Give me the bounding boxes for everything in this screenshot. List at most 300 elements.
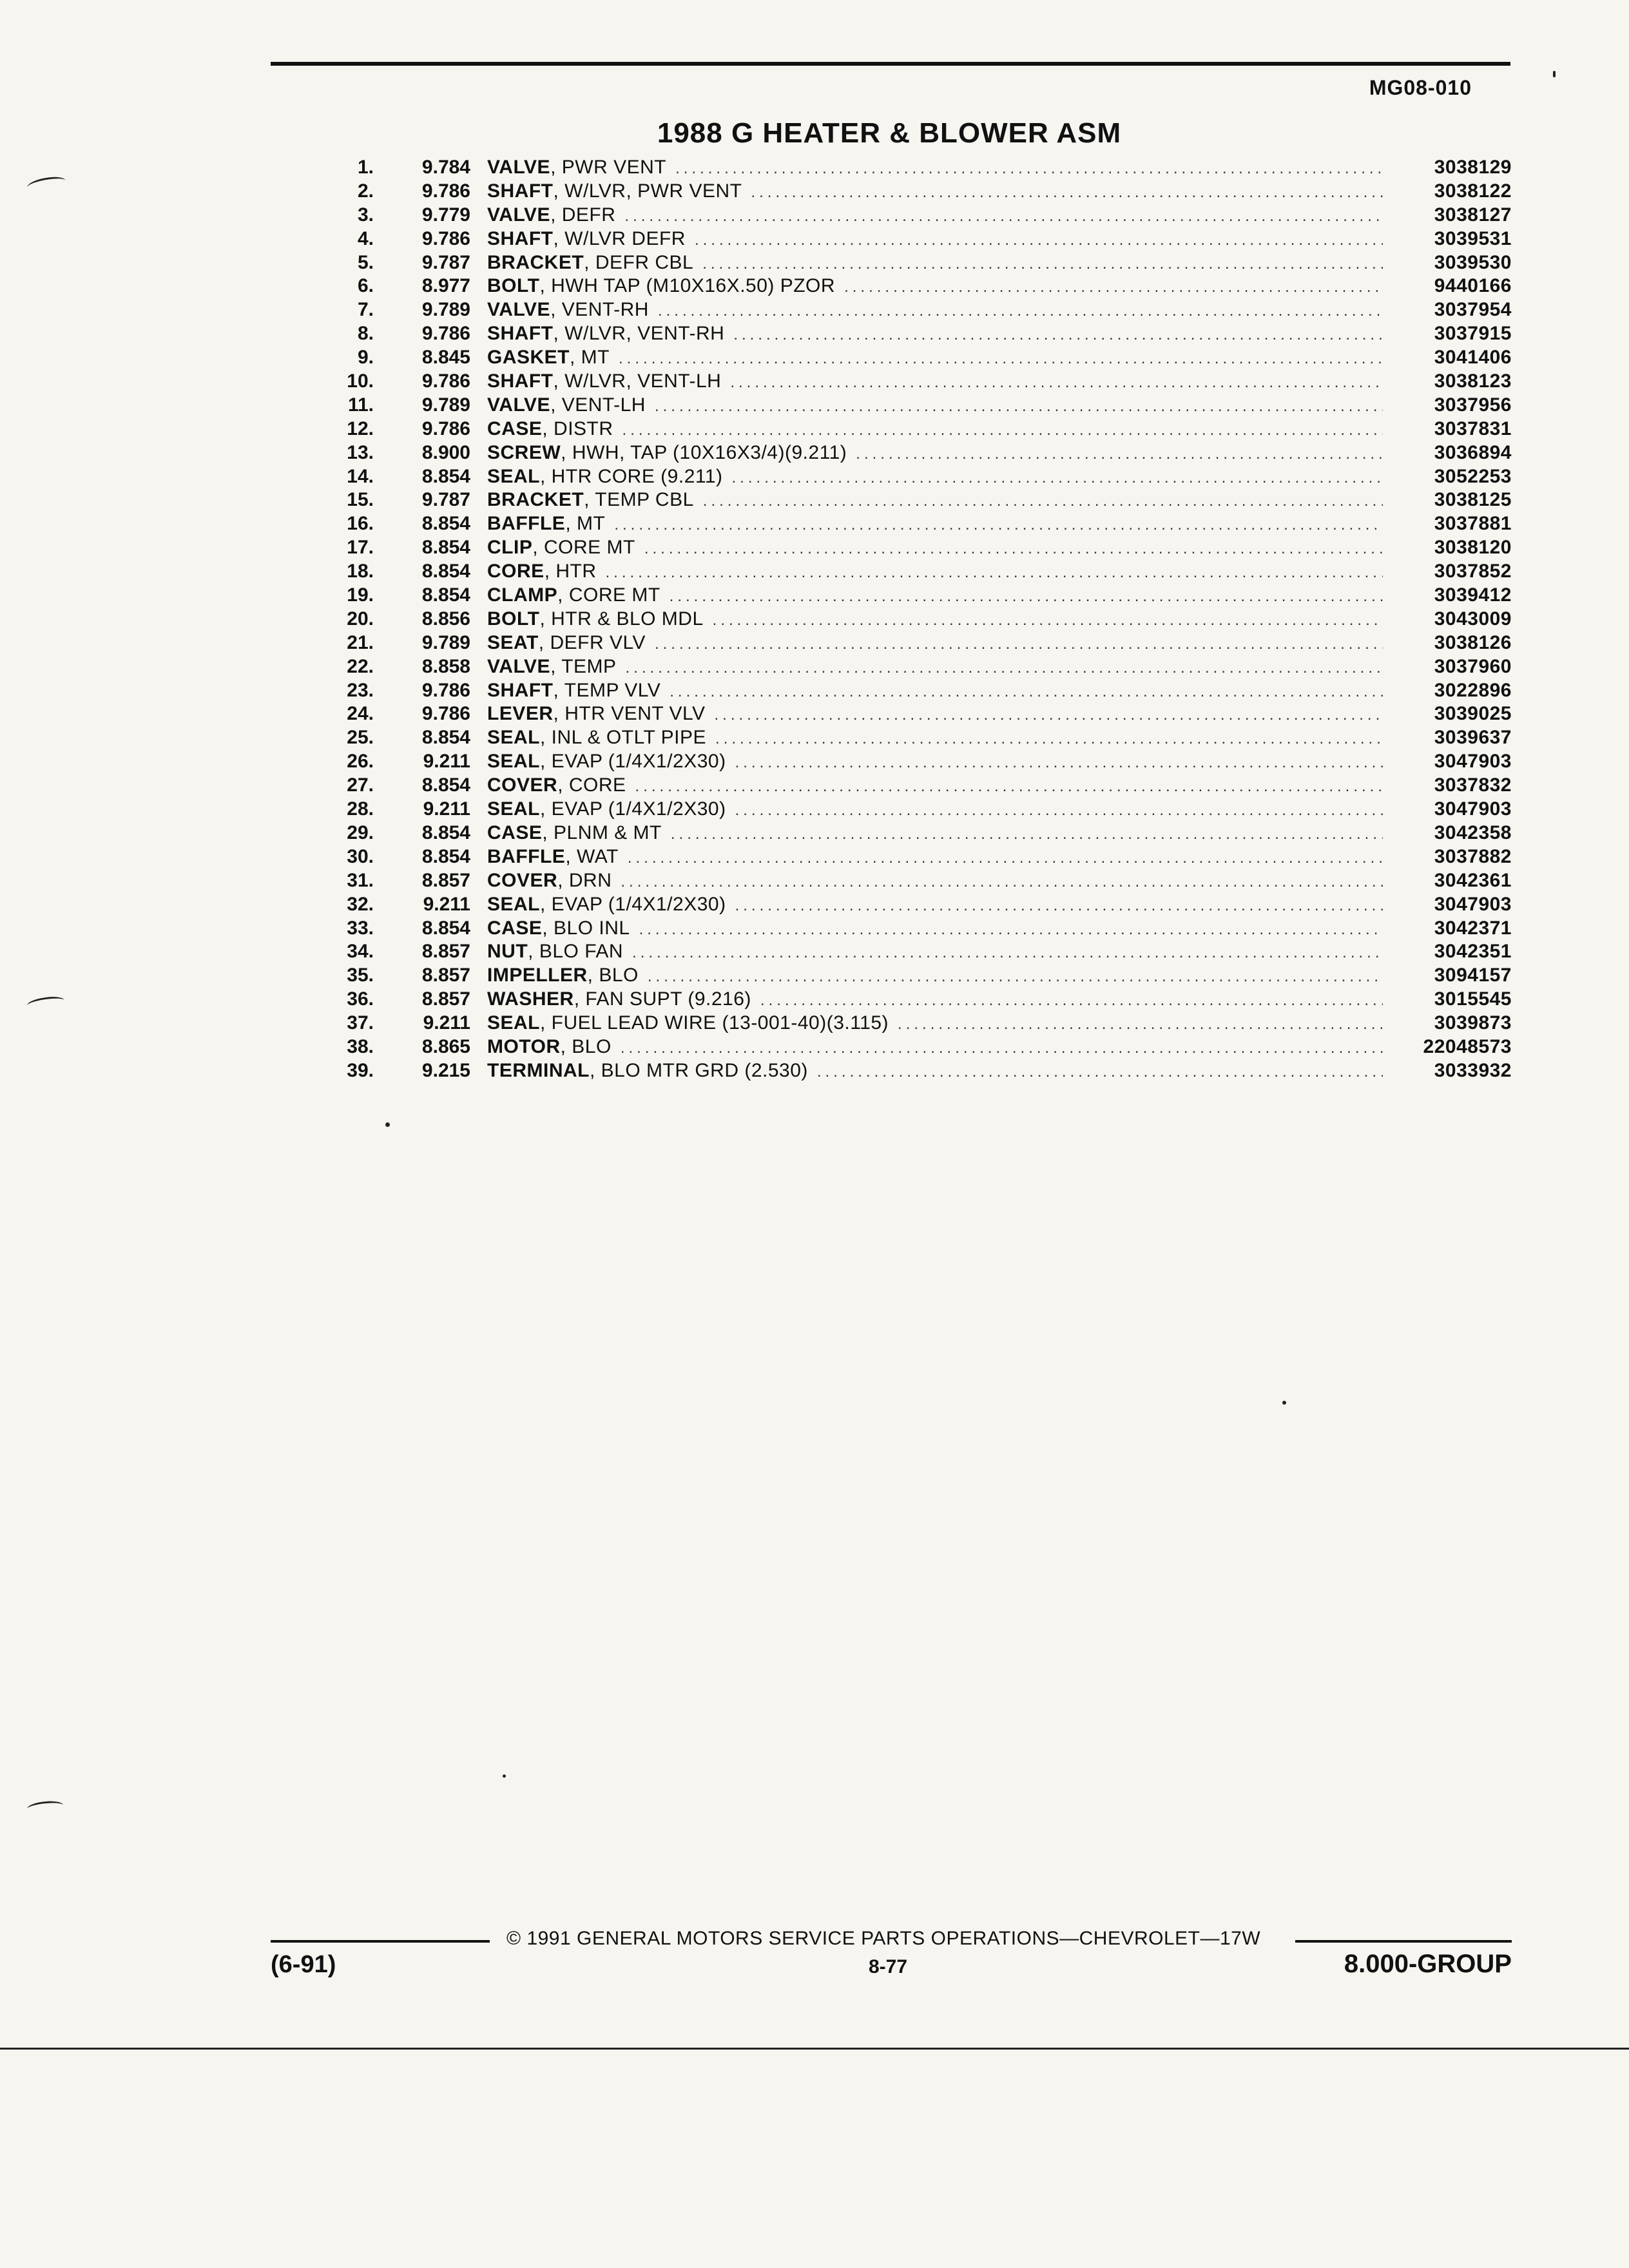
group-number: 8.857 [421, 869, 470, 891]
part-number: 3038125 [1434, 489, 1512, 511]
parts-row [309, 702, 1512, 726]
footer-rule-left [271, 1940, 490, 1943]
parts-row [309, 940, 1512, 964]
part-number: 3033932 [1434, 1059, 1512, 1081]
scan-mark [26, 1800, 63, 1814]
dot-leader [655, 395, 1383, 419]
parts-row [309, 822, 1512, 845]
part-detail: , DEFR [550, 204, 616, 226]
item-number: 7. [357, 299, 374, 321]
parts-row [309, 845, 1512, 869]
group-number: 9.215 [421, 1059, 470, 1081]
part-name: BAFFLE [487, 845, 566, 867]
part-detail: , FUEL LEAD WIRE (13-001-40)(3.115) [540, 1012, 889, 1034]
part-description [487, 1035, 1389, 1061]
part-detail: , DRN [557, 869, 612, 891]
part-description [487, 845, 1389, 870]
parts-row [309, 869, 1512, 893]
part-description [487, 536, 1389, 561]
part-number: 22048573 [1423, 1035, 1512, 1057]
item-number: 9. [357, 347, 374, 369]
scan-speck [503, 1774, 506, 1778]
part-description [487, 869, 1389, 894]
parts-row [309, 274, 1512, 298]
part-detail: , DEFR CBL [584, 251, 694, 273]
part-name: SEAL [487, 727, 541, 749]
group-number: 8.854 [421, 561, 470, 582]
group-number: 8.854 [421, 537, 470, 559]
part-name: COVER [487, 869, 558, 891]
part-name: CORE [487, 561, 545, 582]
item-number: 24. [347, 703, 374, 725]
part-description [487, 702, 1389, 727]
part-description [487, 631, 1389, 657]
part-number: 3037831 [1434, 418, 1512, 439]
part-number: 3042361 [1434, 869, 1512, 891]
part-detail: , CORE [557, 774, 626, 796]
group-number: 9.211 [423, 1012, 470, 1034]
part-detail: , FAN SUPT (9.216) [574, 988, 751, 1010]
parts-row [309, 204, 1512, 227]
part-number: 3038120 [1434, 537, 1512, 559]
group-number: 9.211 [423, 751, 470, 773]
part-description [487, 370, 1389, 395]
part-name: GASKET [487, 347, 570, 369]
dot-leader [732, 466, 1383, 490]
part-name: LEVER [487, 703, 554, 725]
dot-leader [639, 918, 1383, 942]
part-number: 3047903 [1434, 893, 1512, 915]
part-name: CASE [487, 418, 543, 439]
parts-row [309, 608, 1512, 631]
dot-leader [675, 157, 1383, 181]
parts-row [309, 370, 1512, 394]
item-number: 1. [357, 157, 374, 178]
part-number: 3037882 [1434, 845, 1512, 867]
part-name: VALVE [487, 394, 551, 416]
parts-row [309, 251, 1512, 275]
group-number: 9.787 [421, 251, 470, 273]
scan-speck [1553, 71, 1556, 77]
part-number: 3037915 [1434, 323, 1512, 345]
part-detail: , PWR VENT [550, 157, 667, 178]
part-description [487, 893, 1389, 918]
parts-row [309, 964, 1512, 988]
part-detail: , DISTR [542, 418, 613, 439]
group-number: 9.787 [421, 489, 470, 511]
item-number: 21. [347, 631, 374, 653]
part-name: SHAFT [487, 227, 554, 249]
group-number: 8.845 [421, 347, 470, 369]
part-number: 3037832 [1434, 774, 1512, 796]
footer-rule-right [1295, 1940, 1512, 1943]
group-number: 8.856 [421, 608, 470, 629]
part-detail: , HTR [544, 561, 597, 582]
part-detail: , HTR CORE (9.211) [540, 465, 723, 487]
group-number: 9.789 [421, 631, 470, 653]
group-number: 9.786 [421, 227, 470, 249]
part-description [487, 988, 1389, 1013]
group-number: 9.786 [421, 180, 470, 202]
parts-row [309, 1035, 1512, 1059]
dot-leader [715, 727, 1383, 751]
dot-leader [648, 965, 1383, 989]
dot-leader [703, 490, 1383, 514]
group-number: 8.865 [421, 1035, 470, 1057]
copyright-notice: © 1991 GENERAL MOTORS SERVICE PARTS OPERATIONS—CHEVROLET—17W [506, 1928, 1261, 1949]
part-name: SHAFT [487, 679, 554, 701]
part-number: 3042371 [1434, 917, 1512, 939]
group-number: 9.786 [421, 679, 470, 701]
part-detail: , EVAP (1/4X1/2X30) [540, 798, 726, 820]
item-number: 39. [347, 1059, 374, 1081]
item-number: 13. [347, 441, 374, 463]
part-detail: , CORE MT [532, 537, 635, 559]
part-number: 3047903 [1434, 798, 1512, 820]
part-detail: , HWH TAP (M10X16X.50) PZOR [539, 275, 836, 297]
scan-mark [26, 175, 66, 193]
group-number: 9.779 [421, 204, 470, 226]
part-detail: , W/LVR, PWR VENT [553, 180, 742, 202]
part-detail: , TEMP [550, 655, 617, 677]
parts-row [309, 394, 1512, 418]
part-number: 3039530 [1434, 251, 1512, 273]
item-number: 5. [357, 251, 374, 273]
part-name: SHAFT [487, 323, 554, 345]
item-number: 37. [347, 1012, 374, 1034]
dot-leader [735, 894, 1383, 918]
dot-leader [626, 657, 1383, 680]
dot-leader [713, 609, 1383, 633]
dot-leader [621, 1037, 1383, 1061]
item-number: 16. [347, 513, 374, 535]
item-number: 6. [357, 275, 374, 297]
part-name: BOLT [487, 608, 540, 629]
item-number: 2. [357, 180, 374, 202]
part-detail: , W/LVR, VENT-RH [553, 323, 725, 345]
item-number: 18. [347, 561, 374, 582]
part-description [487, 441, 1389, 466]
parts-row [309, 465, 1512, 489]
group-number: 8.857 [421, 965, 470, 986]
dot-leader [730, 371, 1383, 395]
item-number: 27. [347, 774, 374, 796]
group-number: 8.858 [421, 655, 470, 677]
part-description [487, 322, 1389, 347]
item-number: 32. [347, 893, 374, 915]
part-description [487, 156, 1389, 181]
part-detail: , INL & OTLT PIPE [540, 727, 707, 749]
parts-row [309, 298, 1512, 322]
dot-leader [658, 300, 1383, 323]
part-description [487, 1012, 1389, 1037]
part-detail: , MT [565, 513, 606, 535]
group-number: 9.789 [421, 299, 470, 321]
part-name: SCREW [487, 441, 561, 463]
dot-leader [619, 347, 1383, 371]
parts-row [309, 726, 1512, 750]
part-name: SEAL [487, 465, 541, 487]
dot-leader [671, 823, 1383, 847]
part-detail: , VENT-RH [550, 299, 649, 321]
item-number: 34. [347, 941, 374, 963]
part-name: SEAL [487, 798, 541, 820]
part-name: BAFFLE [487, 513, 566, 535]
parts-row [309, 512, 1512, 536]
dot-leader [898, 1013, 1383, 1037]
part-description [487, 560, 1389, 585]
dot-leader [817, 1061, 1383, 1084]
dot-leader [760, 989, 1383, 1013]
date-code: (6-91) [271, 1951, 336, 1978]
part-name: VALVE [487, 157, 551, 178]
group-number: 8.857 [421, 988, 470, 1010]
group-number: 9.786 [421, 370, 470, 392]
part-name: CASE [487, 822, 543, 843]
part-detail: , HTR VENT VLV [553, 703, 706, 725]
parts-row [309, 679, 1512, 703]
part-number: 3039025 [1434, 703, 1512, 725]
dot-leader [844, 276, 1383, 300]
page-number: 8-77 [869, 1956, 908, 1977]
scan-speck [385, 1122, 390, 1127]
group-number: 8.977 [421, 275, 470, 297]
dot-leader [702, 253, 1383, 276]
part-name: MOTOR [487, 1035, 561, 1057]
dot-leader [644, 537, 1383, 561]
part-detail: , TEMP CBL [584, 489, 694, 511]
group-number: 8.854 [421, 822, 470, 843]
group-number: 8.857 [421, 941, 470, 963]
scan-speck [1282, 1401, 1286, 1405]
parts-row [309, 988, 1512, 1012]
dot-leader [628, 847, 1383, 870]
item-number: 38. [347, 1035, 374, 1057]
group-number: 8.900 [421, 441, 470, 463]
item-number: 33. [347, 917, 374, 939]
group-code: 8.000-GROUP [1344, 1950, 1512, 1978]
group-number: 9.789 [421, 394, 470, 416]
item-number: 25. [347, 727, 374, 749]
parts-row [309, 750, 1512, 774]
page-title: 1988 G HEATER & BLOWER ASM [657, 117, 1122, 149]
part-description [487, 465, 1389, 490]
part-description [487, 227, 1389, 253]
part-number: 3039412 [1434, 584, 1512, 606]
part-description [487, 750, 1389, 775]
part-description [487, 204, 1389, 229]
group-number: 9.784 [421, 157, 470, 178]
parts-row [309, 584, 1512, 608]
part-name: SEAL [487, 751, 541, 773]
parts-row [309, 1012, 1512, 1035]
part-name: BRACKET [487, 489, 584, 511]
part-number: 3039531 [1434, 227, 1512, 249]
item-number: 19. [347, 584, 374, 606]
item-number: 31. [347, 869, 374, 891]
part-detail: , HWH, TAP (10X16X3/4)(9.211) [561, 441, 847, 463]
group-number: 8.854 [421, 584, 470, 606]
part-description [487, 608, 1389, 633]
item-number: 36. [347, 988, 374, 1010]
item-number: 35. [347, 965, 374, 986]
item-number: 17. [347, 537, 374, 559]
group-number: 8.854 [421, 845, 470, 867]
dot-leader [632, 941, 1383, 965]
group-number: 9.786 [421, 703, 470, 725]
dot-leader [856, 443, 1383, 466]
part-name: CLIP [487, 537, 533, 559]
part-name: NUT [487, 941, 528, 963]
part-name: TERMINAL [487, 1059, 590, 1081]
parts-row [309, 227, 1512, 251]
group-number: 8.854 [421, 917, 470, 939]
dot-leader [714, 704, 1383, 727]
part-description [487, 1059, 1389, 1084]
part-name: VALVE [487, 299, 551, 321]
part-number: 3041406 [1434, 347, 1512, 369]
part-description [487, 346, 1389, 371]
dot-leader [751, 181, 1383, 205]
part-number: 3042358 [1434, 822, 1512, 843]
part-name: VALVE [487, 655, 551, 677]
group-number: 8.854 [421, 727, 470, 749]
part-description [487, 251, 1389, 276]
part-description [487, 726, 1389, 751]
dot-leader [735, 751, 1383, 775]
part-detail: , HTR & BLO MDL [539, 608, 704, 629]
bottom-rule [0, 2048, 1629, 2050]
part-number: 3037954 [1434, 299, 1512, 321]
part-description [487, 655, 1389, 680]
part-detail: , VENT-LH [550, 394, 646, 416]
part-detail: , TEMP VLV [553, 679, 661, 701]
group-number: 8.854 [421, 513, 470, 535]
part-description [487, 418, 1389, 443]
parts-row [309, 655, 1512, 679]
part-number: 3043009 [1434, 608, 1512, 629]
parts-row [309, 346, 1512, 370]
part-detail: , EVAP (1/4X1/2X30) [540, 751, 726, 773]
part-description [487, 940, 1389, 965]
part-number: 3047903 [1434, 751, 1512, 773]
parts-row [309, 180, 1512, 204]
group-number: 8.854 [421, 774, 470, 796]
part-name: BOLT [487, 275, 540, 297]
scan-mark [26, 995, 65, 1011]
parts-row [309, 418, 1512, 441]
item-number: 3. [357, 204, 374, 226]
parts-row [309, 560, 1512, 584]
part-name: WASHER [487, 988, 574, 1010]
item-number: 26. [347, 751, 374, 773]
part-name: SEAL [487, 893, 541, 915]
part-number: 3039637 [1434, 727, 1512, 749]
dot-leader [622, 419, 1383, 443]
part-description [487, 798, 1389, 823]
dot-leader [670, 585, 1383, 609]
part-detail: , DEFR VLV [538, 631, 646, 653]
part-detail: , PLNM & MT [542, 822, 662, 843]
part-detail: , MT [570, 347, 610, 369]
dot-leader [733, 323, 1383, 347]
part-description [487, 774, 1389, 799]
group-number: 9.211 [423, 798, 470, 820]
parts-row [309, 536, 1512, 560]
parts-row [309, 631, 1512, 655]
parts-row [309, 917, 1512, 941]
dot-leader [606, 561, 1383, 585]
part-number: 3037881 [1434, 513, 1512, 535]
group-number: 9.786 [421, 418, 470, 439]
part-detail: , BLO MTR GRD (2.530) [589, 1059, 808, 1081]
item-number: 20. [347, 608, 374, 629]
part-number: 3037960 [1434, 655, 1512, 677]
part-number: 3037956 [1434, 394, 1512, 416]
part-detail: , BLO [560, 1035, 612, 1057]
item-number: 23. [347, 679, 374, 701]
item-number: 29. [347, 822, 374, 843]
part-number: 3022896 [1434, 679, 1512, 701]
item-number: 22. [347, 655, 374, 677]
item-number: 4. [357, 227, 374, 249]
parts-row [309, 441, 1512, 465]
parts-row [309, 488, 1512, 512]
dot-leader [635, 775, 1383, 799]
part-number: 3038129 [1434, 157, 1512, 178]
part-name: BRACKET [487, 251, 584, 273]
item-number: 28. [347, 798, 374, 820]
part-detail: , WAT [565, 845, 619, 867]
top-rule [271, 62, 1510, 66]
part-name: COVER [487, 774, 558, 796]
part-description [487, 512, 1389, 537]
part-name: CLAMP [487, 584, 558, 606]
parts-row [309, 893, 1512, 917]
part-number: 3038126 [1434, 631, 1512, 653]
part-detail: , W/LVR, VENT-LH [553, 370, 722, 392]
part-number: 3094157 [1434, 965, 1512, 986]
parts-row [309, 322, 1512, 346]
part-description [487, 488, 1389, 514]
part-description [487, 180, 1389, 205]
part-name: CASE [487, 917, 543, 939]
part-number: 3052253 [1434, 465, 1512, 487]
part-number: 3042351 [1434, 941, 1512, 963]
part-detail: , BLO INL [542, 917, 630, 939]
part-name: VALVE [487, 204, 551, 226]
part-name: SHAFT [487, 180, 554, 202]
parts-row [309, 1059, 1512, 1083]
part-number: 3037852 [1434, 561, 1512, 582]
parts-row [309, 156, 1512, 180]
part-name: SEAT [487, 631, 539, 653]
part-detail: , W/LVR DEFR [553, 227, 686, 249]
part-number: 9440166 [1434, 275, 1512, 297]
dot-leader [655, 633, 1383, 657]
part-name: SEAL [487, 1012, 541, 1034]
parts-row [309, 774, 1512, 798]
group-number: 8.854 [421, 465, 470, 487]
item-number: 30. [347, 845, 374, 867]
part-number: 3038123 [1434, 370, 1512, 392]
part-description [487, 298, 1389, 323]
item-number: 8. [357, 323, 374, 345]
parts-row [309, 798, 1512, 822]
dot-leader [670, 680, 1383, 704]
part-number: 3039873 [1434, 1012, 1512, 1034]
item-number: 14. [347, 465, 374, 487]
